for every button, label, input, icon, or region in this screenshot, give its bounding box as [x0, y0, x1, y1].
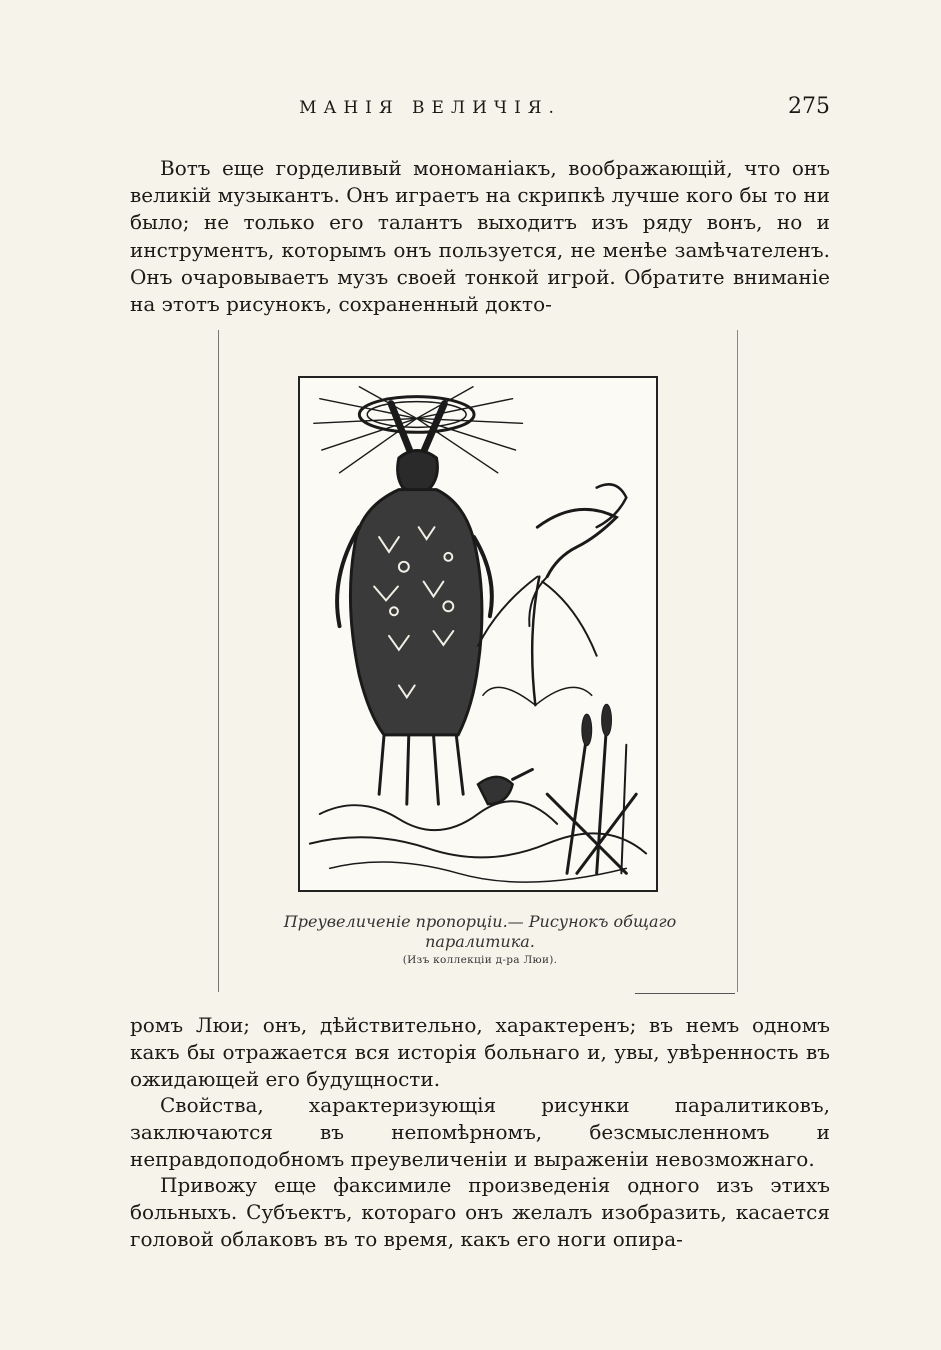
running-head — [130, 94, 830, 124]
figure-illustration — [298, 376, 658, 892]
running-title: МАНІЯ ВЕЛИЧІЯ. — [299, 98, 561, 118]
figure-caption — [250, 912, 710, 966]
paragraph-intro: Вотъ еще горделивый мономаніакъ, воображающій, что онъ великій музыкантъ. Онъ играетъ на скрипкѣ лучше кого бы то ни было; не только его талантъ выходитъ изъ ряду вонъ, но и инструментъ, которымъ онъ пользуется, не менѣе замѣчателенъ. Онъ очаровываетъ музъ своей тонкой игрой. Обратите вниманіе на этотъ рисунокъ, сохраненный докто- — [130, 156, 830, 317]
paralytic-drawing — [300, 378, 656, 890]
paragraph-properties: Свойства, характеризующія рисунки паралитиковъ, заключаются въ непомѣрномъ, безсмысленномъ и неправдоподобномъ преувеличеніи и выраженіи невозможнаго. — [130, 1093, 830, 1172]
caption-line-1: Преувеличеніе пропорціи.— Рисунокъ общаго — [283, 912, 677, 931]
plate-edge-line — [635, 993, 735, 994]
caption-credit: (Изъ коллекціи д-ра Люи). — [402, 954, 558, 966]
paragraph-facsimile: Привожу еще факсимиле произведенія одного изъ этихъ больныхъ. Субъектъ, котораго онъ желалъ изобразить, касается головой облаковъ въ то время, какъ его ноги опира- — [130, 1173, 830, 1252]
caption-line-2: паралитика. — [425, 932, 535, 951]
paragraph-continuation: ромъ Люи; онъ, дѣйствительно, характеренъ; въ немъ одномъ какъ бы отражается вся исторія больнаго и, увы, увѣренность въ ожидающей его будущности. — [130, 1013, 830, 1092]
page-number: 275 — [788, 94, 830, 119]
